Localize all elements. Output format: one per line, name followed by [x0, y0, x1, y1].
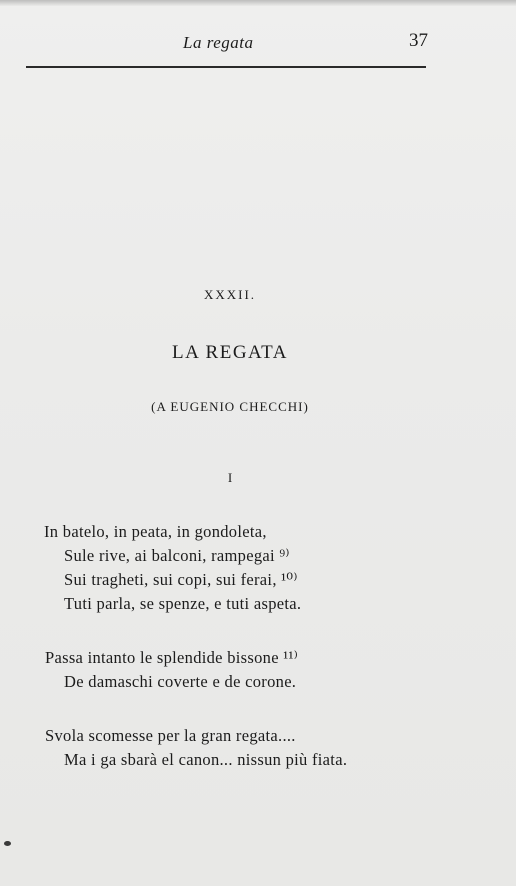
ink-spot [4, 841, 11, 846]
poem-number: XXXII. [203, 287, 257, 302]
poem-line: Sule rive, ai balconi, rampegai ⁹⁾ [64, 546, 290, 565]
poem-line: Passa intanto le splendide bissone ¹¹⁾ [45, 648, 299, 667]
running-head [0, 30, 516, 54]
running-title: La regata [183, 33, 254, 52]
poem-dedication: (A EUGENIO CHECCHI) [151, 399, 309, 414]
page-top-edge [0, 0, 516, 6]
poem-title: LA REGATA [172, 342, 288, 363]
poem-line: Tuti parla, se spenze, e tuti aspeta. [64, 594, 302, 613]
poem-line: In batelo, in peata, in gondoleta, [44, 522, 267, 541]
page-number: 37 [409, 30, 428, 51]
poem-line: Sui tragheti, sui copi, sui ferai, ¹⁰⁾ [64, 570, 298, 589]
section-number: I [227, 470, 233, 485]
poem-line: De damaschi coverte e de corone. [64, 672, 297, 691]
poem-line: Svola scomesse per la gran regata.... [45, 726, 296, 745]
poem-line: Ma i ga sbarà el canon... nissun più fiata. [64, 750, 348, 769]
header-rule [26, 66, 426, 68]
